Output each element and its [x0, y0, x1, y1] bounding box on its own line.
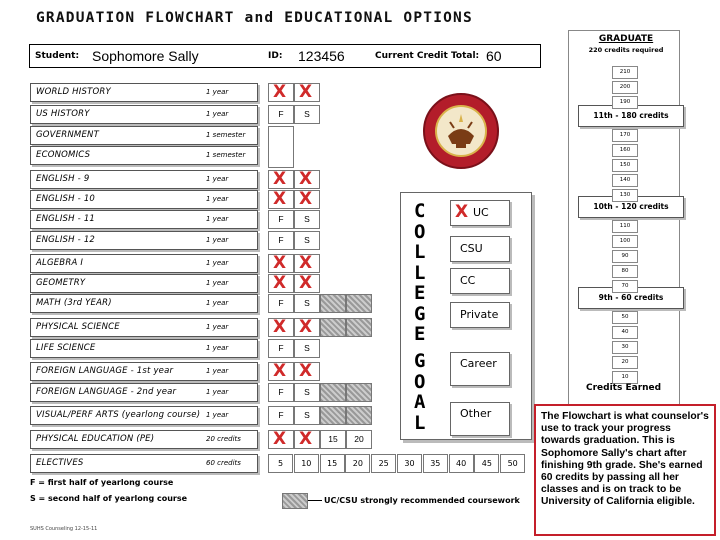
elective-credit-cell: 15	[320, 454, 345, 473]
milestone-10th: 10th - 120 credits	[578, 196, 684, 218]
course-duration: 1 year	[206, 279, 229, 287]
semester-cell-2: S	[294, 231, 320, 250]
ucsu-recommended-cell	[320, 318, 346, 337]
course-name: LIFE SCIENCE	[36, 343, 96, 353]
legend-ucsu: UC/CSU strongly recommended coursework	[324, 496, 520, 505]
credit-scale-cell: 200	[612, 81, 638, 94]
college-letter: L	[414, 241, 426, 263]
semester-cell-1: F	[268, 105, 294, 124]
semester-cell-2: S	[294, 210, 320, 229]
elective-credit-cell: 50	[500, 454, 525, 473]
course-duration: 1 year	[206, 236, 229, 244]
x-mark: X	[273, 169, 287, 189]
x-mark: X	[299, 429, 313, 449]
course-row	[30, 210, 258, 229]
course-row	[30, 383, 258, 402]
ucsu-recommended-cell	[320, 294, 346, 313]
course-name: ENGLISH - 10	[36, 194, 96, 204]
x-mark: X	[273, 82, 287, 102]
goal-letter: L	[414, 411, 426, 434]
course-duration: 1 year	[206, 259, 229, 267]
college-option-career: Career	[450, 352, 510, 386]
graduate-box	[573, 34, 679, 64]
course-name: FOREIGN LANGUAGE - 1st year	[36, 366, 174, 376]
college-letter: G	[414, 302, 426, 325]
course-name: VISUAL/PERF ARTS (yearlong course)	[36, 410, 201, 420]
course-name: MATH (3rd YEAR)	[36, 298, 112, 308]
course-name: ENGLISH - 9	[36, 174, 90, 184]
course-duration: 60 credits	[206, 459, 241, 467]
elective-credit-cell: 20	[345, 454, 370, 473]
course-row	[30, 126, 258, 145]
college-option-other: Other	[450, 402, 510, 436]
course-row	[30, 190, 258, 209]
x-mark: X	[299, 189, 313, 209]
ucsu-legend-line	[308, 500, 322, 501]
credit-scale-cell: 70	[612, 280, 638, 293]
course-name: PHYSICAL SCIENCE	[36, 322, 120, 332]
student-info-bar	[29, 44, 541, 68]
college-option-csu: CSU	[450, 236, 510, 262]
course-name: ENGLISH - 11	[36, 214, 96, 224]
x-mark: X	[299, 82, 313, 102]
legend-s: S = second half of yearlong course	[30, 494, 188, 503]
semester-cell-1: F	[268, 210, 294, 229]
credit-scale-cell: 50	[612, 311, 638, 324]
course-duration: 1 year	[206, 215, 229, 223]
course-duration: 1 year	[206, 299, 229, 307]
x-mark: X	[273, 253, 287, 273]
college-letter: O	[414, 220, 426, 243]
x-mark: X	[273, 429, 287, 449]
course-name: PHYSICAL EDUCATION (PE)	[36, 434, 155, 444]
pe-credit-cell: 20	[346, 430, 372, 449]
x-mark: X	[299, 253, 313, 273]
course-row	[30, 146, 258, 165]
credit-scale-cell: 40	[612, 326, 638, 339]
college-letter: E	[414, 282, 426, 304]
elective-credit-cell: 40	[449, 454, 474, 473]
course-duration: 1 year	[206, 367, 229, 375]
ucsu-recommended-cell	[346, 383, 372, 402]
semester-cell-1: F	[268, 231, 294, 250]
course-name: US HISTORY	[36, 109, 90, 119]
district-seal	[422, 92, 500, 170]
course-name: WORLD HISTORY	[36, 87, 111, 97]
milestone-11th: 11th - 180 credits	[578, 105, 684, 127]
course-row	[30, 339, 258, 358]
course-row	[30, 430, 258, 449]
footer-credit: SUHS Counseling 12-15-11	[30, 526, 98, 532]
credit-scale-cell: 110	[612, 220, 638, 233]
x-mark: X	[273, 273, 287, 293]
course-row	[30, 274, 258, 293]
semester-cell-1	[268, 126, 294, 168]
course-duration: 1 semester	[206, 151, 246, 159]
credit-scale-cell: 20	[612, 356, 638, 369]
ucsu-recommended-cell	[346, 318, 372, 337]
credit-total-value: 60	[486, 48, 502, 64]
semester-cell-2: S	[294, 383, 320, 402]
credit-scale-cell: 160	[612, 144, 638, 157]
semester-cell-1: F	[268, 294, 294, 313]
x-mark: X	[455, 202, 469, 222]
x-mark: X	[299, 169, 313, 189]
ucsu-recommended-cell	[320, 383, 346, 402]
ucsu-recommended-cell	[320, 406, 346, 425]
ucsu-recommended-cell	[346, 294, 372, 313]
course-row	[30, 406, 258, 425]
credit-scale-cell: 80	[612, 265, 638, 278]
course-duration: 1 year	[206, 110, 229, 118]
course-duration: 1 year	[206, 411, 229, 419]
x-mark: X	[299, 361, 313, 381]
credits-earned-label: Credits Earned	[586, 383, 662, 393]
student-name: Sophomore Sally	[92, 48, 199, 64]
course-row	[30, 318, 258, 337]
page-title: GRADUATION FLOWCHART and EDUCATIONAL OPTIONS	[36, 10, 473, 26]
id-label: ID:	[268, 51, 283, 61]
student-label: Student:	[35, 51, 80, 61]
course-row	[30, 83, 258, 102]
semester-cell-2: S	[294, 294, 320, 313]
course-row	[30, 362, 258, 381]
legend-f: F = first half of yearlong course	[30, 478, 174, 487]
course-duration: 1 year	[206, 175, 229, 183]
credit-scale-cell: 30	[612, 341, 638, 354]
elective-credit-cell: 10	[294, 454, 319, 473]
elective-credit-cell: 45	[474, 454, 499, 473]
course-duration: 1 year	[206, 388, 229, 396]
graduate-title: GRADUATE	[598, 34, 654, 44]
course-duration: 20 credits	[206, 435, 241, 443]
x-mark: X	[273, 317, 287, 337]
course-row	[30, 254, 258, 273]
x-mark: X	[299, 273, 313, 293]
goal-letter: G	[414, 350, 426, 372]
elective-credit-cell: 5	[268, 454, 293, 473]
semester-cell-1: F	[268, 406, 294, 425]
course-row	[30, 170, 258, 189]
course-name: GOVERNMENT	[36, 130, 99, 140]
credit-scale-cell: 210	[612, 66, 638, 79]
college-letter: C	[414, 200, 426, 222]
ucsu-legend-swatch	[282, 493, 308, 509]
x-mark: X	[273, 189, 287, 209]
college-option-uc: UC	[450, 200, 510, 226]
student-id: 123456	[298, 48, 345, 64]
x-mark: X	[273, 361, 287, 381]
credit-scale-cell: 190	[612, 96, 638, 109]
course-duration: 1 year	[206, 195, 229, 203]
course-name: FOREIGN LANGUAGE - 2nd year	[36, 387, 177, 397]
course-row	[30, 231, 258, 250]
credit-scale-cell: 140	[612, 174, 638, 187]
course-name: ELECTIVES	[36, 458, 84, 468]
college-letter: L	[414, 261, 426, 284]
course-name: ALGEBRA I	[36, 258, 84, 268]
semester-cell-1: F	[268, 383, 294, 402]
goal-letter: O	[414, 370, 426, 393]
elective-credit-cell: 35	[423, 454, 448, 473]
course-duration: 1 year	[206, 344, 229, 352]
credit-scale-cell: 170	[612, 129, 638, 142]
college-letter: E	[414, 323, 426, 345]
ucsu-recommended-cell	[346, 406, 372, 425]
course-row	[30, 294, 258, 313]
goal-letter: A	[414, 391, 426, 413]
credit-scale-cell: 100	[612, 235, 638, 248]
explanation-note: The Flowchart is what counselor's use to track your progress towards graduation. This is Sophomore Sally's chart after finishing 9th grade. She's earned 60 credits by passing all her classes and is on track to be University of California eligible.	[534, 404, 716, 536]
semester-cell-2: S	[294, 105, 320, 124]
course-duration: 1 year	[206, 323, 229, 331]
credit-scale-cell: 130	[612, 189, 638, 202]
course-duration: 1 year	[206, 88, 229, 96]
graduate-subtitle: 220 credits required	[588, 46, 664, 54]
course-name: ECONOMICS	[36, 150, 91, 160]
credit-scale-cell: 90	[612, 250, 638, 263]
milestone-9th: 9th - 60 credits	[578, 287, 684, 309]
semester-cell-2: S	[294, 339, 320, 358]
semester-cell-2: S	[294, 406, 320, 425]
pe-credit-cell: 15	[320, 430, 346, 449]
elective-credit-cell: 25	[371, 454, 396, 473]
course-duration: 1 semester	[206, 131, 246, 139]
college-option-private: Private	[450, 302, 510, 328]
credit-scale-cell: 150	[612, 159, 638, 172]
course-name: ENGLISH - 12	[36, 235, 96, 245]
course-row	[30, 105, 258, 124]
elective-credit-cell: 30	[397, 454, 422, 473]
credit-total-label: Current Credit Total:	[375, 51, 480, 61]
course-name: GEOMETRY	[36, 278, 86, 288]
college-option-cc: CC	[450, 268, 510, 294]
semester-cell-1: F	[268, 339, 294, 358]
x-mark: X	[299, 317, 313, 337]
course-row	[30, 454, 258, 473]
credit-scale-cell: 10	[612, 371, 638, 384]
